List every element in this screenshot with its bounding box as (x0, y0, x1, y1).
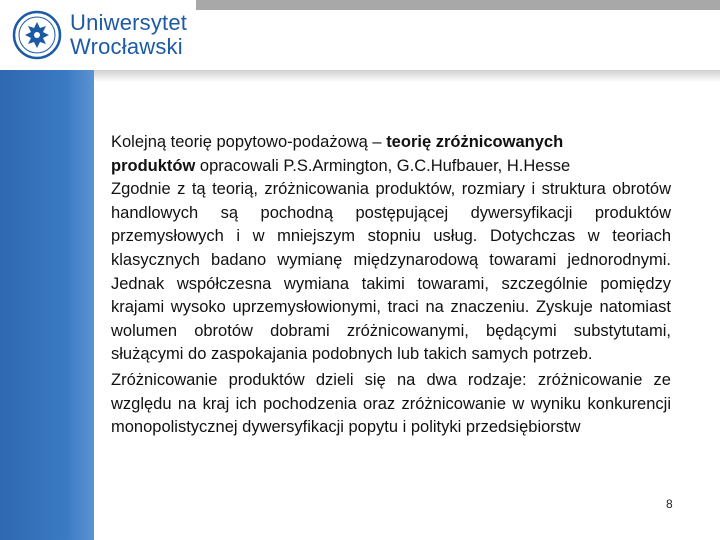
intro-bold-term-2: produktów (111, 156, 196, 175)
intro-text: Kolejną teorię popytowo-podażową – (111, 133, 387, 151)
university-crest-icon (12, 10, 62, 60)
header-band (94, 70, 720, 82)
top-grey-strip (190, 0, 720, 10)
intro-bold-term: teorię zróżnicowanych (386, 133, 564, 151)
logo-line-1: Uniwersytet (70, 10, 188, 35)
university-logo (0, 0, 196, 70)
page-number: 8 (666, 497, 673, 511)
paragraph-differentiation: Zróżnicowanie produktów dzieli się na dwa rodzaje: zróżnicowanie ze względu na kraj ich pochodzenia oraz zróżnicowanie w wyniku konkurencji monopolistycznej dywersyfikacji popytu i polityki przedsiębiorstw (111, 370, 671, 437)
logo-line-2: Wrocławski (70, 34, 183, 59)
left-decorative-bar (0, 0, 94, 540)
slide-body (111, 131, 671, 440)
logo-wordmark (70, 11, 187, 59)
intro-authors: opracowali P.S.Armington, G.C.Hufbauer, H.Hesse (195, 156, 571, 175)
paragraph-intro (111, 131, 671, 178)
paragraph-theory: Zgodnie z tą teorią, zróżnicowania produktów, rozmiary i struktura obrotów handlowych są pochodną postępującej dywersyfikacji produktów przemysłowych i w mniejszym stopniu usług. Dotychczas w teoriach klasycznych badano wymianę międzynarodową towarami jednorodnymi. Jednak współczesna wymiana takimi towarami, szczególnie pomiędzy krajami wysoko uprzemysłowionymi, traci na znaczeniu. Zyskuje natomiast wolumen obrotów dobrami zróżnicowanymi, będącymi substytutami, służącymi do zaspokajania podobnych lub takich samych potrzeb. (111, 180, 671, 364)
